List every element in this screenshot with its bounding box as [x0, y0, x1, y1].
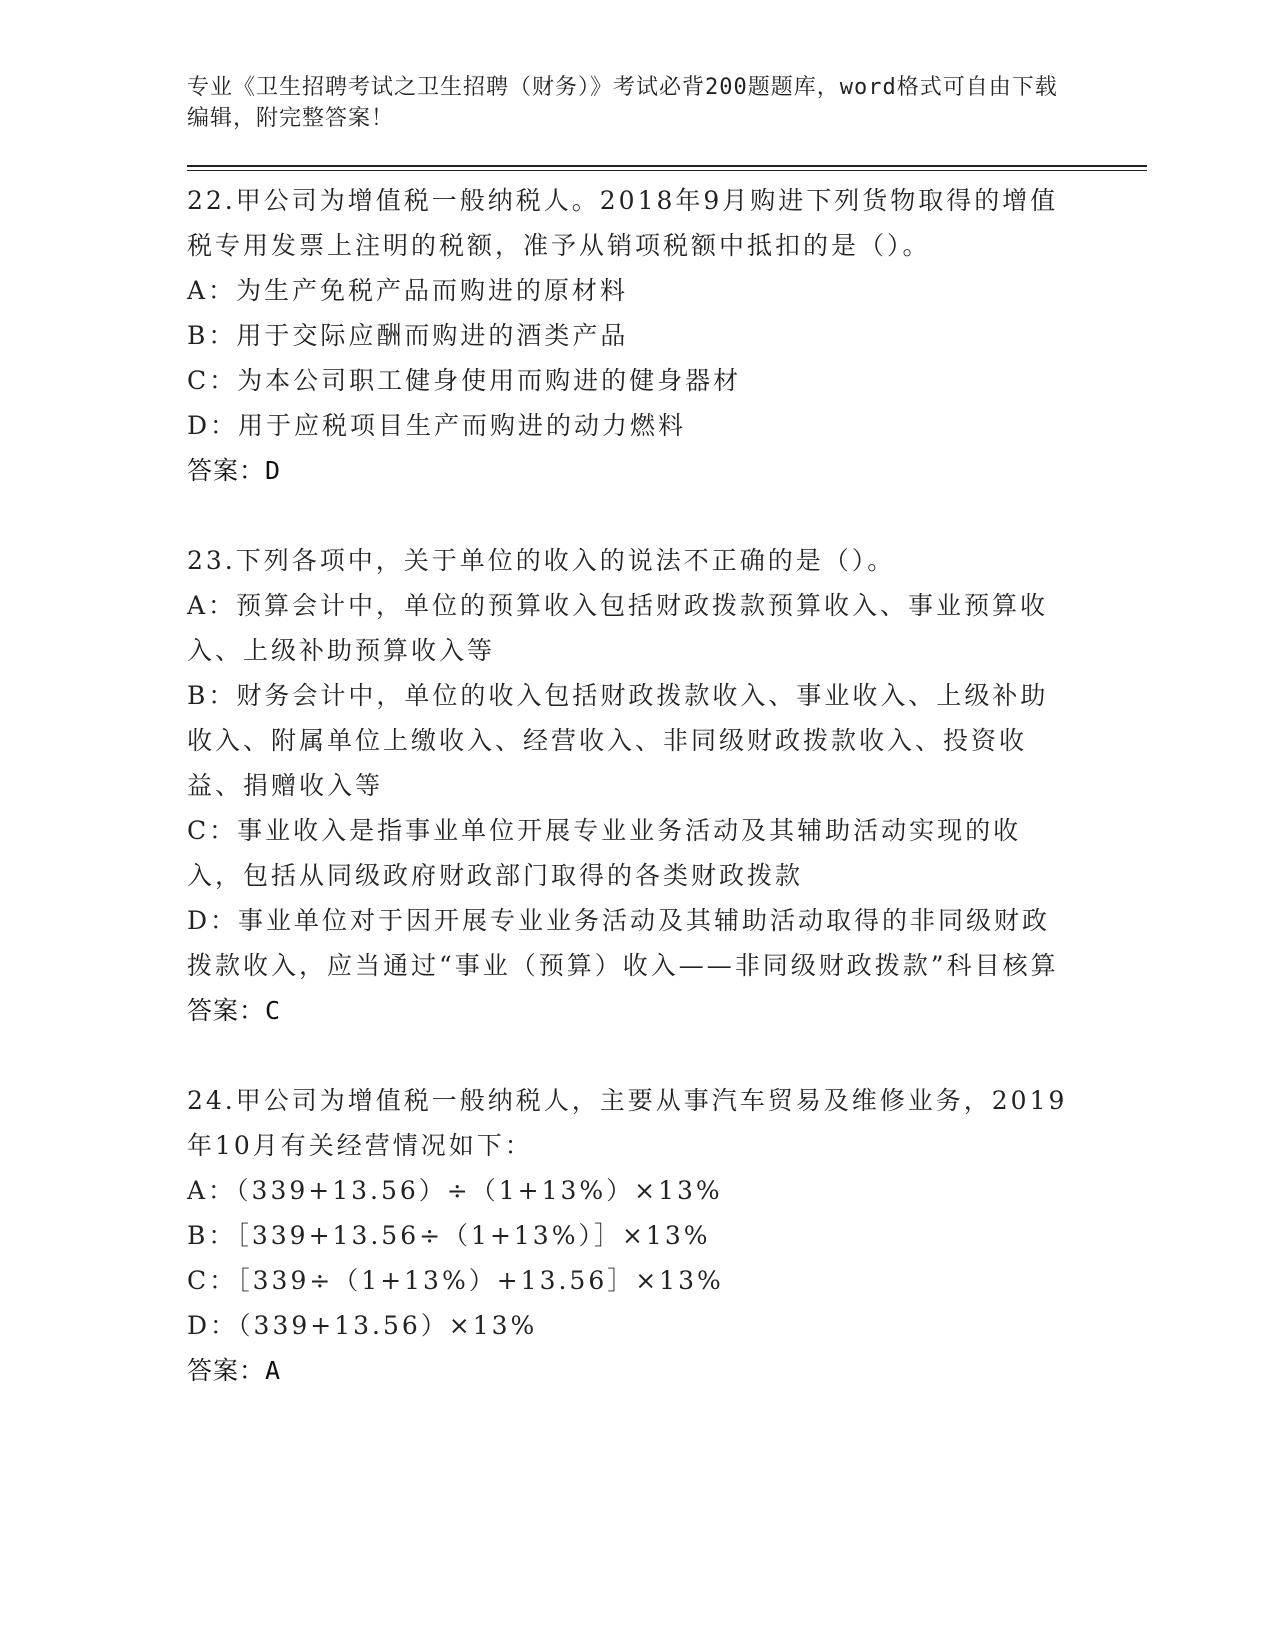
option-a: A：预算会计中，单位的预算收入包括财政拨款预算收入、事业预算收入、上级补助预算收入等 [187, 591, 1049, 665]
answer-label: 答案： [187, 456, 266, 485]
answer-line [187, 988, 1075, 1033]
answer-line [187, 1348, 1075, 1393]
answer-label: 答案： [187, 996, 266, 1025]
option-d: D：事业单位对于因开展专业业务活动及其辅助活动取得的非同级财政拨款收入，应当通过“事业（预算）收入——非同级财政拨款”科目核算 [187, 906, 1059, 980]
option-d: D：用于应税项目生产而购进的动力燃料 [187, 411, 687, 440]
option-a: A：为生产免税产品而购进的原材料 [187, 276, 629, 305]
document-header: 专业《卫生招聘考试之卫生招聘（财务）》考试必背200题题库，word格式可自由下载编辑，附完整答案！ [187, 75, 1058, 131]
document-page [187, 72, 1075, 1438]
answer-value: A [265, 1356, 282, 1385]
answer-line [187, 448, 1075, 493]
answer-value: D [265, 456, 282, 485]
option-c: C：事业收入是指事业单位开展专业业务活动及其辅助活动实现的收入，包括从同级政府财政部门取得的各类财政拨款 [187, 816, 1022, 890]
option-d: D：（339+13.56）×13% [187, 1311, 538, 1340]
question-list [187, 178, 1075, 1393]
option-c: C：［339÷（1+13%）+13.56］×13% [187, 1266, 724, 1295]
option-b: B：财务会计中，单位的收入包括财政拨款收入、事业收入、上级补助收入、附属单位上缴收入、经营收入、非同级财政拨款收入、投资收益、捐赠收入等 [187, 681, 1049, 800]
option-b: B：［339+13.56÷（1+13%）］×13% [187, 1221, 711, 1250]
option-c: C：为本公司职工健身使用而购进的健身器材 [187, 366, 742, 395]
question-22 [187, 178, 1075, 493]
question-23 [187, 538, 1075, 1033]
question-stem: 22.甲公司为增值税一般纳税人。2018年9月购进下列货物取得的增值税专用发票上注明的税额，准予从销项税额中抵扣的是（）。 [187, 186, 1059, 260]
answer-label: 答案： [187, 1356, 266, 1385]
question-24 [187, 1078, 1075, 1393]
option-a: A：（339+13.56）÷（1+13%）×13% [187, 1176, 723, 1205]
answer-value: C [265, 996, 282, 1025]
header-divider [187, 165, 1147, 171]
option-b: B：用于交际应酬而购进的酒类产品 [187, 321, 629, 350]
question-stem: 24.甲公司为增值税一般纳税人，主要从事汽车贸易及维修业务，2019年10月有关经营情况如下： [187, 1086, 1068, 1160]
question-stem: 23.下列各项中，关于单位的收入的说法不正确的是（）。 [187, 546, 896, 575]
